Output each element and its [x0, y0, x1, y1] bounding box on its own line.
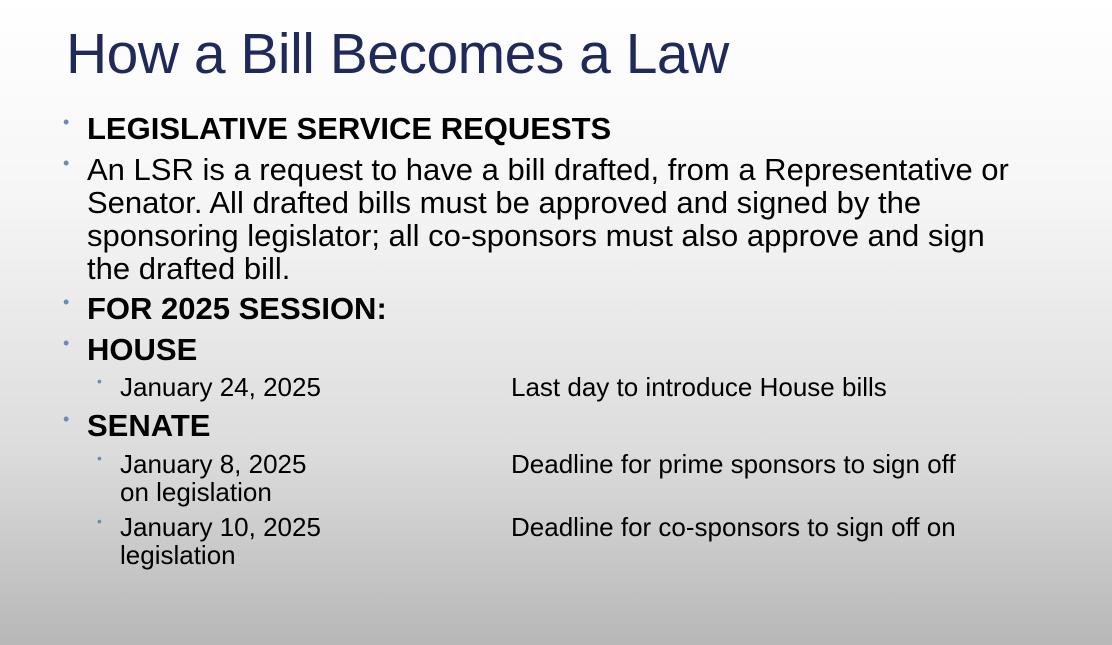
- lsr-heading: LEGISLATIVE SERVICE REQUESTS: [87, 111, 612, 146]
- house-description: Last day to introduce House bills: [511, 372, 887, 402]
- session-heading: FOR 2025 SESSION:: [87, 291, 387, 326]
- senate-item: [97, 513, 1020, 569]
- senate-description-continued: legislation: [120, 540, 236, 570]
- senate-description: Deadline for co-sponsors to sign off on: [511, 512, 956, 542]
- bullet-icon: •: [63, 333, 70, 353]
- senate-date: January 8, 2025: [120, 449, 307, 479]
- house-date: January 24, 2025: [120, 372, 321, 402]
- senate-date: January 10, 2025: [120, 512, 321, 542]
- bullet-session: [63, 292, 387, 325]
- sub-bullet-icon: •: [97, 373, 102, 389]
- bullet-senate: [63, 409, 210, 442]
- senate-description: Deadline for prime sponsors to sign off: [511, 449, 956, 479]
- bullet-house: [63, 333, 197, 366]
- slide-title: How a Bill Becomes a Law: [66, 22, 729, 86]
- lsr-description: An LSR is a request to have a bill drafted, from a Representative or Senator. All drafted bills must be approved and signed by the sponsoring legislator; all co-sponsors must also approve and sign the drafted bill.: [87, 152, 1009, 286]
- senate-item: [97, 450, 1020, 506]
- sub-bullet-icon: •: [97, 513, 102, 529]
- senate-description-continued: on legislation: [120, 477, 272, 507]
- sub-bullet-icon: •: [97, 450, 102, 466]
- bullet-icon: •: [63, 153, 70, 173]
- senate-heading: SENATE: [87, 408, 211, 443]
- house-heading: HOUSE: [87, 332, 198, 367]
- bullet-lsr-heading: [63, 112, 611, 145]
- bullet-icon: •: [63, 292, 70, 312]
- bullet-lsr-description: [63, 153, 1027, 285]
- bullet-icon: •: [63, 409, 70, 429]
- bullet-icon: •: [63, 112, 70, 132]
- house-item: [97, 373, 1020, 401]
